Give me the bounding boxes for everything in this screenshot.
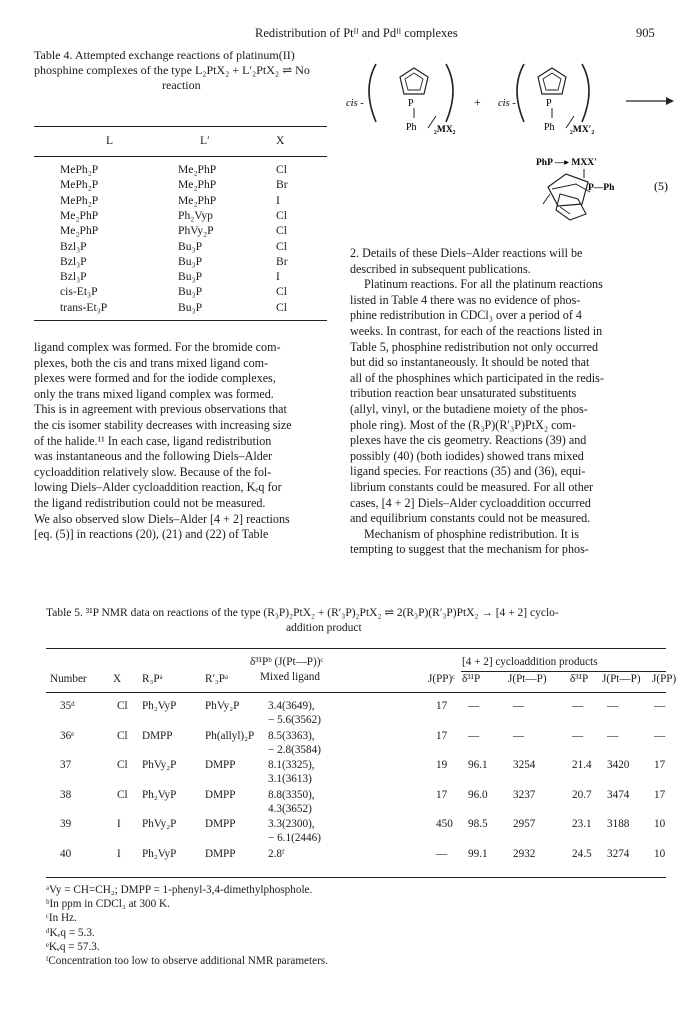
table-4-cell: Bzl₃P [60, 270, 87, 284]
table-5-caption-line-2: addition product [286, 622, 362, 634]
table-4-cell: Bu₃P [178, 239, 203, 253]
table-5-cell: PhVy₂P [142, 759, 177, 771]
plus-sign: + [474, 95, 481, 109]
table-5-cell: 96.0 [468, 788, 488, 801]
text-line: described in subsequent publications. [350, 261, 531, 276]
table-5-cell: — [654, 700, 666, 712]
table-5-cell: — [607, 729, 619, 742]
table-5-cell: — [654, 729, 666, 742]
table-4-caption-line-3: reaction [162, 78, 201, 92]
table-5-cell: 8.8(3350), [268, 788, 315, 801]
table-5-cell: DMPP [205, 818, 236, 830]
table-4-header-l: L [106, 134, 114, 147]
table-4-bottom-rule [34, 320, 327, 321]
table-5-cell: Ph₂VyP [142, 700, 177, 712]
table-5-cell: − 6.1(2446) [268, 832, 321, 844]
table-5-head-delta: δ³¹Pᵇ (J(Pt—P))ᶜ [250, 656, 324, 668]
table-4-caption-line-2: phosphine complexes of the type L₂PtX₂ + L′₂PtX₂ ⇌ No [34, 63, 310, 77]
text-line: cycloaddition relatively slow. Because of the fol- [34, 464, 272, 479]
table-5-footnote: ᶜIn Hz. [46, 912, 77, 925]
table-5-cell: 17 [654, 788, 666, 801]
table-5-column-header: δ³¹P [462, 673, 481, 685]
text-line: This is in agreement with previous observations that [34, 402, 287, 417]
table-5-header-rule [46, 692, 666, 693]
table-5-cell: 3188 [607, 818, 630, 830]
text-line: librium constants could be measured. For all other [350, 479, 594, 494]
phosphorus-label-1: P [408, 98, 414, 109]
text-line: only the trans mixed ligand complex was formed. [34, 386, 274, 401]
table-5-cell: — [607, 700, 619, 712]
reaction-scheme-5 [338, 44, 693, 244]
table-5-cell: — [513, 729, 525, 742]
table-5-footnote: ᵇIn ppm in CDCl₃ at 300 K. [46, 898, 170, 911]
table-5-column-header: J(Pt—P) [602, 673, 641, 685]
table-5-cell: 38 [60, 788, 72, 801]
table-5-footnote: ᵃVy = CH=CH₂; DMPP = 1-phenyl-3,4-dimethylphosphole. [46, 884, 313, 896]
phenyl-label-2: Ph [544, 122, 555, 133]
text-line: tempting to suggest that the mechanism for phos- [350, 542, 589, 557]
table-4-cell: Cl [276, 285, 287, 299]
table-4-cell: MePh₂P [60, 193, 99, 207]
table-5-cell: — [572, 700, 584, 712]
table-5-cell: 10 [654, 847, 666, 860]
equation-number: (5) [654, 179, 668, 193]
table-5-cell: 37 [60, 759, 72, 771]
text-line: weeks. In contrast, for each of the reactions listed in [350, 323, 603, 338]
table-4-cell: Me₂PhP [178, 178, 217, 192]
text-line: phine redistribution in CDCl₃ over a period of 4 [350, 308, 582, 323]
text-line: lowing Diels–Alder cycloaddition reaction, Kₑq for [34, 480, 282, 495]
table-4-cell: Bzl₃P [60, 239, 87, 253]
reaction-arrow [626, 97, 674, 105]
text-line: tribution reaction bear unsaturated substituents [350, 386, 577, 401]
table-4-cell: Bu₃P [178, 300, 203, 314]
text-line: plexes were formed and for the iodide complexes, [34, 371, 276, 386]
table-5-cell: DMPP [205, 759, 236, 771]
table-5-footnote: ᵈKₑq = 5.3. [46, 926, 95, 939]
table-5-cell: Cl [117, 788, 128, 801]
text-line: 2. Details of these Diels–Alder reactions will be [350, 246, 583, 260]
table-5-cell: 3.1(3613) [268, 773, 312, 785]
table-5-cell: 40 [60, 847, 72, 860]
table-5-footnote: ᶠConcentration too low to observe additional NMR parameters. [46, 955, 328, 967]
table-5-cell: − 5.6(3562) [268, 714, 321, 726]
table-5-head-mixed: Mixed ligand [260, 671, 320, 683]
table-5-cell: 2957 [513, 818, 536, 830]
table-4-cell: Cl [276, 300, 287, 314]
table-4-top-rule [34, 126, 327, 127]
table-5-cell: 3474 [607, 788, 630, 801]
table-5-cell: — [468, 700, 480, 712]
text-line: Platinum reactions. For all the platinum reactions [364, 277, 603, 292]
table-5-cell: 2932 [513, 847, 536, 860]
table-4-cell: Br [276, 178, 288, 192]
table-4-cell: Ph₂Vyp [178, 208, 213, 222]
table-5-cell: Cl [117, 759, 128, 771]
table-5-cell: Ph₂VyP [142, 847, 177, 860]
table-5-cell: − 2.8(3584) [268, 743, 321, 756]
text-line: possibly (40) (both iodides) showed trans mixed [350, 448, 584, 463]
product-p-ph-label: P—Ph [588, 183, 615, 193]
table-4-cell: Cl [276, 208, 287, 222]
table-5-cell: — [468, 729, 480, 742]
table-5-column-header: J(Pt—P) [508, 673, 547, 685]
table-5-cell: 17 [436, 729, 448, 742]
table-5-cell: 99.1 [468, 847, 488, 860]
table-5-column-header: Number [50, 673, 87, 685]
table-4-cell: Cl [276, 224, 287, 238]
table-4-cell: I [276, 270, 280, 284]
cis-label-1: cis - [346, 98, 364, 109]
table-5-cell: DMPP [205, 788, 236, 801]
table-5-cell: I [117, 818, 121, 830]
phenyl-label-1: Ph [406, 122, 417, 133]
table-5-top-rule [46, 648, 666, 649]
table-4-cell: Me₂PhP [60, 224, 99, 238]
text-line: the cis isomer stability decreases with increasing size [34, 417, 292, 432]
table-5-cyclo-rule [461, 671, 666, 672]
table-5-column-header: R₃Pᵃ [142, 673, 163, 685]
text-line: ligand species. For reactions (35) and (36), equi- [350, 464, 586, 479]
table-4-cell: Cl [276, 163, 287, 176]
cycloaddition-product [536, 158, 668, 220]
table-5-cell: 8.5(3363), [268, 729, 315, 742]
text-line: cases, [4 + 2] Diels–Alder cycloaddition occurred [350, 495, 591, 510]
phosphorus-label-2: P [546, 98, 552, 109]
text-line: (allyl, vinyl, or the butadiene moiety of the phos- [350, 401, 588, 416]
table-4-cell: Bu₃P [178, 270, 203, 284]
text-line: and equilibrium constants could not be measured. [350, 511, 591, 526]
table-4-caption-line-1: Table 4. Attempted exchange reactions of platinum(II) [34, 48, 295, 62]
table-4-header-x: X [276, 134, 285, 147]
table-4-cell: MePh₂P [60, 178, 99, 192]
table-4-cell: Bzl₃P [60, 254, 87, 268]
table-5-cell: 36ᵉ [60, 729, 75, 742]
right-column-text [350, 246, 666, 558]
table-4-cell: cis-Et₃P [60, 285, 98, 299]
page-number: 905 [636, 26, 655, 40]
product-top-label: PhP —▸ MXX′ [536, 158, 597, 168]
table-4-header-rule [34, 156, 327, 157]
text-line: all of the phosphines which participated in the redis- [350, 370, 604, 385]
table-5-cell: 35ᵈ [60, 700, 75, 712]
text-line: was instantaneous and the following Diels–Alder [34, 449, 273, 464]
text-line: ligand complex was formed. For the bromide com- [34, 340, 281, 354]
reactant-1 [346, 64, 456, 135]
table-4-cell: Cl [276, 239, 287, 253]
table-5-cell: 3.3(2300), [268, 818, 315, 830]
table-5-column-header: J(PP)ᶜ [428, 673, 456, 685]
table-4-cell: MePh₂P [60, 163, 99, 176]
table-5-caption-line-1: Table 5. ³¹P NMR data on reactions of the type (R₃P)₂PtX₂ + (R′₃P)₂PtX₂ ⇌ 2(R₃P)(R′₃P)PtX₂ → [4 + 2] cyclo- [46, 607, 559, 619]
table-4-cell: Bu₃P [178, 254, 203, 268]
table-4-cell: trans-Et₃P [60, 300, 108, 314]
left-column-text [34, 340, 328, 543]
table-5-cell: Cl [117, 700, 128, 712]
table-5-cell: 17 [436, 700, 448, 712]
table-5-footnote: ᵉKₑq = 57.3. [46, 940, 100, 953]
table-5-cell: 3237 [513, 788, 536, 801]
table-5-cell: 21.4 [572, 759, 592, 771]
text-line: plexes have the cis geometry. Reactions (39) and [350, 433, 587, 448]
text-line: listed in Table 4 there was no evidence of phos- [350, 292, 581, 307]
table-5-cell: DMPP [142, 729, 173, 742]
table-5-cell: 4.3(3652) [268, 802, 312, 815]
table-4-cell: Bu₃P [178, 285, 203, 299]
text-line: plexes, both the cis and trans mixed ligand com- [34, 355, 269, 370]
text-line: [eq. (5)] in reactions (20), (21) and (22) of Table [34, 527, 269, 542]
text-line: of the halide.¹¹ In each case, ligand redistribution [34, 433, 272, 448]
table-5-cell: 3254 [513, 759, 536, 771]
table-5-cell: 10 [654, 818, 666, 830]
mx2-prime-label: ₂MX′₂ [570, 125, 595, 135]
table-5-cell: DMPP [205, 847, 236, 860]
table-5-cell: 3420 [607, 759, 630, 771]
table-4-header-lprime: L′ [200, 134, 210, 147]
table-5-cell: PhVy₂P [142, 818, 177, 830]
text-line: We also observed slow Diels–Alder [4 + 2] reactions [34, 511, 290, 526]
table-5-cell: 8.1(3325), [268, 759, 315, 771]
table-5-column-header: X [113, 673, 122, 685]
table-5-cell: 17 [436, 788, 448, 801]
table-5-cell: 96.1 [468, 759, 488, 771]
table-5-cell: — [572, 729, 584, 742]
table-4-cell: I [276, 193, 280, 207]
table-5-cell: 3.4(3649), [268, 700, 315, 712]
table-5-cell: — [513, 700, 525, 712]
running-header: Redistribution of Ptᴵᴵ and Pdᴵᴵ complexes [255, 26, 458, 40]
table-4-cell: PhVy₂P [178, 224, 214, 238]
table-5-cell: 20.7 [572, 788, 592, 801]
table-5-cell: Ph₂VyP [142, 788, 177, 801]
table-5-cell: 19 [436, 759, 448, 771]
mx2-label: ₂MX₂ [434, 125, 456, 135]
table-4-cell: Me₂PhP [60, 208, 99, 222]
table-5-column-header: J(PP) [652, 673, 677, 685]
text-line: phole ring). Most of the (R₃P)(R′₃P)PtX₂ com- [350, 417, 576, 432]
table-4-cell: Me₂PhP [178, 163, 217, 176]
table-5-column-header: R′₃Pᵃ [205, 673, 229, 685]
text-line: Table 5, phosphine redistribution not only occurred [350, 339, 599, 354]
table-4-cell: Me₂PhP [178, 193, 217, 207]
table-5-cell: I [117, 847, 121, 860]
table-5-cell: Ph(allyl)₂P [205, 729, 255, 742]
text-line: but did so instantaneously. It should be noted that [350, 355, 590, 370]
cis-label-2: cis - [498, 98, 516, 109]
text-line: Mechanism of phosphine redistribution. It is [364, 526, 579, 541]
table-5-cell: 23.1 [572, 818, 592, 830]
table-5-cell: 98.5 [468, 818, 488, 830]
table-5-bottom-rule [46, 877, 666, 878]
text-line: the ligand redistribution could not be measured. [34, 495, 266, 510]
table-5-column-header: δ³¹P [570, 673, 589, 685]
table-5-cell: 2.8ᶠ [268, 847, 285, 860]
table-5-cell: 39 [60, 818, 72, 830]
table-5-head-cyclo: [4 + 2] cycloaddition products [462, 656, 598, 668]
table-5-cell: 24.5 [572, 847, 592, 860]
table-5-cell: Cl [117, 729, 128, 742]
table-5-cell: 450 [436, 818, 453, 830]
reactant-2 [498, 64, 594, 135]
table-5-cell: 3274 [607, 847, 630, 860]
table-4-cell: Br [276, 254, 288, 268]
table-5-cell: 17 [654, 759, 666, 771]
table-5-cell: PhVy₂P [205, 700, 240, 712]
table-5-cell: — [436, 847, 448, 860]
